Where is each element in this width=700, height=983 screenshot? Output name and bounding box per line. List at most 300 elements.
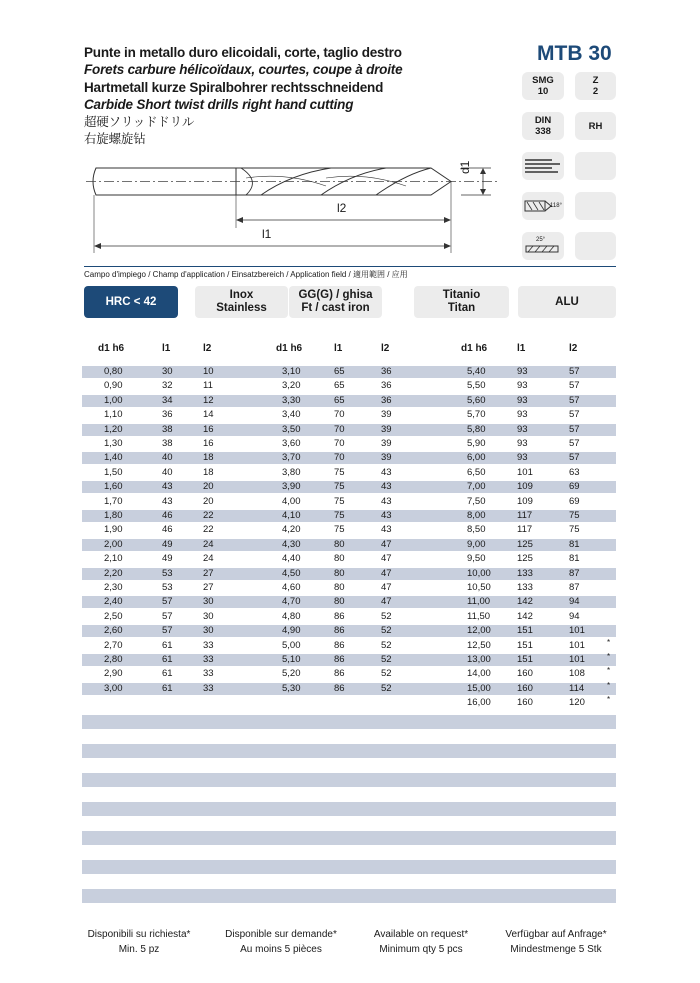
table-cell: 12 (203, 394, 214, 406)
empty-spec-box-1 (575, 152, 616, 180)
din-label: DIN (534, 115, 552, 126)
title-french: Forets carbure hélicoïdaux, courtes, coupe à droite (84, 62, 403, 78)
footer-note-line2: Minimum qty 5 pcs (379, 944, 463, 955)
table-cell: 61 (162, 654, 173, 665)
table-cell: 133 (517, 567, 533, 579)
column-header: l2 (381, 343, 390, 354)
table-cell: 70 (334, 438, 345, 449)
table-cell: 57 (569, 409, 580, 421)
material-tab[interactable] (195, 286, 288, 318)
table-cell: 33 (203, 639, 214, 651)
table-cell: 81 (569, 538, 580, 550)
table-cell: 57 (569, 423, 580, 435)
table-row (82, 568, 616, 580)
table-cell: 43 (162, 481, 173, 493)
table-cell: 36 (162, 409, 173, 421)
on-request-marker: * (607, 695, 611, 705)
table-row (82, 424, 616, 436)
table-cell: 43 (381, 524, 392, 536)
table-row (82, 524, 616, 536)
material-tab-line2: Titan (447, 302, 476, 314)
table-cell: 81 (569, 553, 580, 565)
table-cell: 3,00 (104, 682, 123, 694)
table-cell: 33 (203, 682, 214, 694)
l1-dimension-label: l1 (262, 227, 272, 241)
table-cell: 86 (334, 654, 345, 665)
table-cell: 27 (203, 582, 214, 593)
table-cell: 75 (334, 481, 345, 493)
material-tab[interactable] (518, 286, 616, 318)
table-cell: 52 (381, 682, 392, 694)
table-cell: 33 (203, 654, 214, 665)
table-cell: 57 (569, 366, 580, 377)
table-cell: 49 (162, 553, 173, 565)
table-row (82, 553, 616, 565)
table-cell: 4,90 (282, 625, 301, 637)
empty-table-row (82, 715, 616, 729)
table-cell: 57 (162, 625, 173, 637)
material-tab-line1: HRC < 42 (105, 295, 157, 308)
table-cell: 47 (381, 582, 392, 593)
table-cell: 53 (162, 582, 173, 593)
table-cell: 5,50 (467, 380, 486, 392)
empty-table-row (82, 860, 616, 874)
table-cell: 94 (569, 596, 580, 608)
table-cell: 75 (334, 524, 345, 536)
table-row (82, 452, 616, 464)
empty-table-row (82, 744, 616, 758)
table-cell: 27 (203, 567, 214, 579)
table-cell: 43 (381, 495, 392, 507)
table-cell: 80 (334, 538, 345, 550)
column-header: l2 (203, 343, 212, 354)
smg-box (522, 72, 564, 100)
table-cell: 16 (203, 423, 214, 435)
footer-note-line2: Min. 5 pz (118, 944, 160, 955)
material-tab[interactable] (289, 286, 382, 318)
table-cell: 36 (381, 380, 392, 392)
table-cell: 12,00 (467, 625, 491, 637)
table-cell: 75 (334, 466, 345, 478)
table-cell: 5,80 (467, 423, 486, 435)
product-code: MTB 30 (537, 42, 612, 65)
table-cell: 7,00 (467, 481, 486, 493)
z-value: 2 (592, 86, 599, 97)
table-cell: 38 (162, 438, 173, 449)
table-cell: 10,00 (467, 567, 491, 579)
table-cell: 101 (569, 654, 585, 665)
table-cell: 43 (381, 510, 392, 521)
table-cell: 2,10 (104, 553, 123, 565)
table-cell: 61 (162, 668, 173, 680)
table-row (82, 611, 616, 623)
empty-table-row (82, 889, 616, 903)
table-cell: 43 (381, 466, 392, 478)
title-chinese: 右旋螺旋钻 (84, 132, 146, 147)
point-angle-label: 118° (550, 203, 562, 209)
table-cell: 3,30 (282, 394, 301, 406)
table-cell: 101 (569, 639, 585, 651)
table-cell: 39 (381, 423, 392, 435)
table-cell: 75 (334, 510, 345, 521)
table-cell: 93 (517, 366, 528, 377)
helix-angle-label: 25° (536, 237, 546, 243)
table-cell: 1,70 (104, 495, 123, 507)
table-cell: 5,60 (467, 394, 486, 406)
rh-box (575, 112, 616, 140)
table-cell: 39 (381, 452, 392, 464)
table-cell: 108 (569, 668, 585, 680)
table-cell: 2,30 (104, 582, 123, 593)
point-angle-box (522, 192, 564, 220)
table-cell: 93 (517, 452, 528, 464)
table-cell: 24 (203, 538, 214, 550)
table-cell: 4,40 (282, 553, 301, 565)
table-cell: 5,40 (467, 366, 486, 377)
table-cell: 125 (517, 538, 533, 550)
table-cell: 13,00 (467, 654, 491, 665)
footer-note-line2: Au moins 5 pièces (240, 944, 322, 955)
table-row (82, 539, 616, 551)
table-cell: 1,50 (104, 466, 123, 478)
table-row (82, 409, 616, 421)
table-cell: 3,70 (282, 452, 301, 464)
table-cell: 16,00 (467, 697, 491, 709)
din-value: 338 (535, 126, 551, 137)
table-cell: 80 (334, 567, 345, 579)
table-cell: 30 (203, 596, 214, 608)
table-cell: 63 (569, 466, 580, 478)
table-row (82, 697, 616, 709)
table-cell: 160 (517, 697, 533, 709)
table-cell: 151 (517, 639, 533, 651)
table-row (82, 496, 616, 508)
l2-dimension-label: l2 (337, 201, 347, 215)
title-german: Hartmetall kurze Spiralbohrer rechtsschneidend (84, 79, 384, 95)
empty-table-row (82, 773, 616, 787)
table-cell: 57 (569, 380, 580, 392)
table-cell: 120 (569, 697, 585, 709)
table-cell: 4,70 (282, 596, 301, 608)
footer-note-line2: Mindestmenge 5 Stk (510, 944, 602, 955)
z-label: Z (592, 75, 599, 86)
table-cell: 47 (381, 567, 392, 579)
footer-note (84, 927, 194, 957)
table-cell: 52 (381, 610, 392, 622)
table-row (82, 510, 616, 522)
column-header: l1 (162, 343, 171, 354)
table-cell: 117 (517, 524, 533, 536)
table-row (82, 481, 616, 493)
table-cell: 133 (517, 582, 533, 593)
table-cell: 10,50 (467, 582, 491, 593)
title-japanese: 超硬ソリッドドリル (84, 114, 195, 129)
title-english: Carbide Short twist drills right hand cutting (84, 97, 354, 113)
table-cell: 39 (381, 438, 392, 449)
short-length-icon (522, 152, 564, 180)
table-cell: 5,10 (282, 654, 301, 665)
table-cell: 2,40 (104, 596, 123, 608)
table-cell: 65 (334, 366, 345, 377)
table-cell: 30 (162, 366, 173, 377)
product-titles (84, 44, 484, 148)
table-cell: 9,50 (467, 553, 486, 565)
table-cell: 160 (517, 668, 533, 680)
table-cell: 46 (162, 510, 173, 521)
material-tab-line2: Ft / cast iron (301, 302, 370, 314)
table-cell: 47 (381, 538, 392, 550)
empty-table-row (82, 831, 616, 845)
table-cell: 40 (162, 452, 173, 464)
table-cell: 3,10 (282, 366, 301, 377)
table-cell: 70 (334, 409, 345, 421)
table-cell: 1,60 (104, 481, 123, 493)
table-cell: 93 (517, 409, 528, 421)
table-cell: 52 (381, 654, 392, 665)
footer-note-line1: Disponibili su richiesta* (87, 929, 191, 940)
table-cell: 32 (162, 380, 173, 392)
empty-spec-box-2 (575, 192, 616, 220)
table-cell: 1,00 (104, 394, 123, 406)
table-row (82, 395, 616, 407)
table-cell: 4,20 (282, 524, 301, 536)
table-cell: 65 (334, 380, 345, 392)
on-request-marker: * (607, 680, 611, 690)
table-cell: 1,90 (104, 524, 123, 536)
footer-note-line1: Verfügbar auf Anfrage* (505, 929, 607, 940)
table-cell: 52 (381, 668, 392, 680)
table-cell: 14 (203, 409, 214, 421)
z-box (575, 72, 616, 100)
table-row (82, 680, 616, 695)
table-cell: 18 (203, 452, 214, 464)
table-cell: 117 (517, 510, 533, 521)
table-cell: 151 (517, 625, 533, 637)
table-row (82, 438, 616, 450)
table-cell: 4,00 (282, 495, 301, 507)
table-cell: 61 (162, 682, 173, 694)
column-header: l1 (517, 343, 526, 354)
table-cell: 22 (203, 524, 214, 536)
table-cell: 52 (381, 639, 392, 651)
table-cell: 2,70 (104, 639, 123, 651)
table-cell: 57 (569, 452, 580, 464)
drill-drawing (86, 158, 500, 258)
column-header: l2 (569, 343, 578, 354)
table-cell: 36 (381, 394, 392, 406)
table-cell: 101 (517, 466, 533, 478)
table-cell: 6,50 (467, 466, 486, 478)
table-cell: 43 (162, 495, 173, 507)
table-cell: 40 (162, 466, 173, 478)
table-cell: 2,20 (104, 567, 123, 579)
table-cell: 160 (517, 682, 533, 694)
table-row (82, 366, 616, 378)
din-box (522, 112, 564, 140)
table-cell: 80 (334, 582, 345, 593)
table-cell: 20 (203, 495, 214, 507)
table-cell: 14,00 (467, 668, 491, 680)
footer-note (370, 927, 472, 957)
footer-note (505, 927, 607, 957)
table-cell: 8,00 (467, 510, 486, 521)
table-cell: 20 (203, 481, 214, 493)
table-cell: 11,00 (467, 596, 491, 608)
table-cell: 70 (334, 423, 345, 435)
table-cell: 86 (334, 625, 345, 637)
table-row (82, 668, 616, 680)
table-cell: 30 (203, 610, 214, 622)
material-tab-line1: ALU (555, 295, 579, 308)
table-cell: 5,70 (467, 409, 486, 421)
table-cell: 15,00 (467, 682, 491, 694)
table-cell: 33 (203, 668, 214, 680)
table-row (82, 637, 616, 652)
table-cell: 3,50 (282, 423, 301, 435)
material-tab[interactable] (414, 286, 509, 318)
table-cell: 2,50 (104, 610, 123, 622)
table-row (82, 582, 616, 594)
table-cell: 87 (569, 582, 580, 593)
table-cell: 5,30 (282, 682, 301, 694)
table-cell: 87 (569, 567, 580, 579)
table-cell: 57 (162, 610, 173, 622)
table-cell: 69 (569, 481, 580, 493)
column-header: d1 h6 (98, 343, 125, 354)
table-cell: 2,80 (104, 654, 123, 665)
table-cell: 47 (381, 553, 392, 565)
table-cell: 36 (381, 366, 392, 377)
table-cell: 57 (162, 596, 173, 608)
table-cell: 151 (517, 654, 533, 665)
column-header: d1 h6 (461, 343, 488, 354)
on-request-marker: * (607, 652, 611, 661)
material-tab-line1: Inox (229, 289, 254, 301)
table-cell: 34 (162, 394, 173, 406)
table-cell: 38 (162, 423, 173, 435)
table-cell: 93 (517, 438, 528, 449)
table-cell: 86 (334, 639, 345, 651)
table-cell: 43 (381, 481, 392, 493)
table-cell: 86 (334, 668, 345, 680)
table-cell: 4,80 (282, 610, 301, 622)
table-cell: 94 (569, 610, 580, 622)
table-cell: 3,80 (282, 466, 301, 478)
table-cell: 46 (162, 524, 173, 536)
table-cell: 7,50 (467, 495, 486, 507)
material-tab-line1: Titanio (442, 289, 481, 301)
table-cell: 69 (569, 495, 580, 507)
smg-value: 10 (537, 86, 549, 97)
footer-note-line1: Disponible sur demande* (225, 929, 337, 940)
table-cell: 10 (203, 366, 214, 377)
on-request-marker: * (607, 666, 611, 676)
table-cell: 4,30 (282, 538, 301, 550)
material-tab-line2: Stainless (216, 302, 267, 314)
table-cell: 1,40 (104, 452, 123, 464)
table-cell: 109 (517, 495, 533, 507)
table-cell: 49 (162, 538, 173, 550)
empty-table-row (82, 802, 616, 816)
material-tab-line1: GG(G) / ghisa (298, 289, 373, 301)
table-cell: 75 (334, 495, 345, 507)
table-cell: 70 (334, 452, 345, 464)
table-cell: 142 (517, 596, 533, 608)
table-cell: 11,50 (467, 610, 491, 622)
material-tab[interactable] (84, 286, 178, 318)
table-cell: 5,20 (282, 668, 301, 680)
smg-label: SMG (532, 75, 554, 86)
section-divider (84, 266, 616, 267)
table-cell: 61 (162, 639, 173, 651)
empty-spec-box-3 (575, 232, 616, 260)
table-cell: 3,20 (282, 380, 301, 392)
table-cell: 2,60 (104, 625, 123, 637)
table-cell: 93 (517, 394, 528, 406)
table-cell: 11 (203, 380, 213, 392)
table-cell: 1,20 (104, 423, 123, 435)
rh-label: RH (588, 120, 603, 132)
table-cell: 5,00 (282, 639, 301, 651)
table-cell: 86 (334, 610, 345, 622)
table-cell: 57 (569, 438, 580, 449)
table-cell: 3,40 (282, 409, 301, 421)
table-cell: 1,80 (104, 510, 123, 521)
table-cell: 6,00 (467, 452, 486, 464)
table-cell: 109 (517, 481, 533, 493)
table-cell: 9,00 (467, 538, 486, 550)
table-cell: 3,60 (282, 438, 301, 449)
table-cell: 4,60 (282, 582, 301, 593)
table-cell: 80 (334, 596, 345, 608)
table-cell: 18 (203, 466, 214, 478)
table-cell: 1,10 (104, 409, 123, 421)
table-cell: 75 (569, 524, 580, 536)
table-cell: 0,90 (104, 380, 123, 392)
table-row (82, 467, 616, 479)
table-cell: 2,90 (104, 668, 123, 680)
column-header: l1 (334, 343, 343, 354)
table-cell: 101 (569, 625, 585, 637)
footer-note-line1: Available on request* (373, 929, 469, 940)
title-italian: Punte in metallo duro elicoidali, corte, taglio destro (84, 45, 402, 60)
helix-angle-box (522, 232, 564, 260)
column-header: d1 h6 (276, 343, 303, 354)
table-cell: 93 (517, 423, 528, 435)
table-cell: 114 (569, 682, 585, 694)
table-cell: 1,30 (104, 438, 123, 449)
table-cell: 86 (334, 682, 345, 694)
table-cell: 2,00 (104, 538, 123, 550)
table-row (82, 596, 616, 608)
on-request-marker: * (607, 637, 611, 647)
table-cell: 4,50 (282, 567, 301, 579)
d1-dimension-label: d1 (458, 160, 472, 174)
table-cell: 4,10 (282, 510, 301, 521)
table-cell: 22 (203, 510, 214, 521)
table-cell: 47 (381, 596, 392, 608)
table-cell: 5,90 (467, 438, 486, 449)
table-cell: 52 (381, 625, 392, 637)
table-cell: 80 (334, 553, 345, 565)
table-row (82, 380, 616, 392)
table-cell: 12,50 (467, 639, 491, 651)
table-cell: 142 (517, 610, 533, 622)
table-cell: 16 (203, 438, 214, 449)
table-cell: 39 (381, 409, 392, 421)
table-row (82, 654, 616, 666)
table-cell: 0,80 (104, 366, 123, 377)
